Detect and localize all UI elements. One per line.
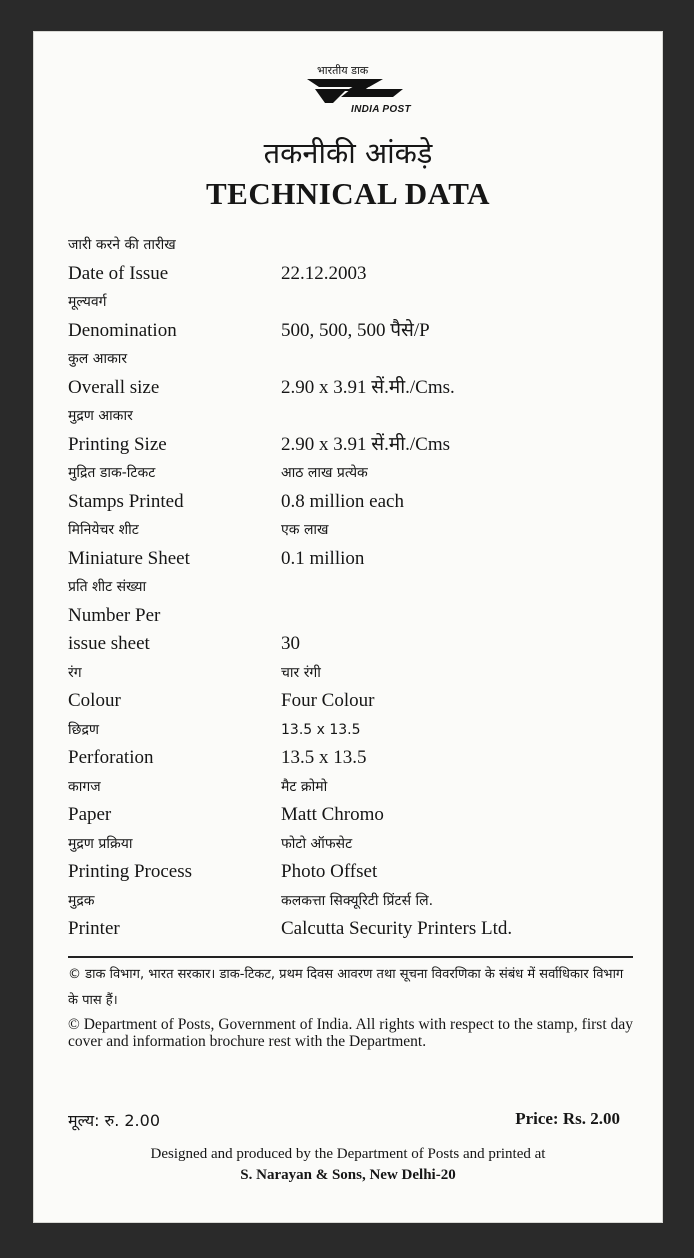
data-row-value: 30 xyxy=(281,633,300,654)
data-row-value: मैट क्रोमो xyxy=(281,778,328,795)
data-row-label: प्रति शीट संख्या xyxy=(68,579,147,595)
data-row xyxy=(68,260,628,289)
data-row xyxy=(68,345,628,374)
data-row xyxy=(68,573,628,602)
technical-data-table xyxy=(68,231,628,944)
data-row xyxy=(68,659,628,688)
data-row-value: 2.90 x 3.91 सें.मी./Cms xyxy=(281,433,451,455)
data-row-label: मुद्रित डाक-टिकट xyxy=(68,465,156,481)
data-row xyxy=(68,773,628,802)
data-row xyxy=(68,630,628,659)
data-row-value: कलकत्ता सिक्यूरिटी प्रिंटर्स लि. xyxy=(281,892,434,909)
data-row-label: मिनियेचर शीट xyxy=(68,522,139,538)
data-row-label: Printer xyxy=(68,918,120,939)
page-title: TECHNICAL DATA xyxy=(205,176,491,211)
data-row-label: मुद्रक xyxy=(68,892,95,909)
data-row xyxy=(68,887,628,916)
data-row-value: 500, 500, 500 पैसे/P xyxy=(281,319,430,341)
data-row-value: 13.5 x 13.5 xyxy=(281,747,367,768)
brochure-sheet xyxy=(33,31,663,1223)
data-row-value: फोटो ऑफसेट xyxy=(281,835,353,852)
data-row-label: रंग xyxy=(68,664,82,681)
data-row xyxy=(68,374,628,403)
data-row xyxy=(68,687,628,716)
data-row-label: मुद्रण आकार xyxy=(68,408,133,424)
data-row-label: Perforation xyxy=(68,747,154,768)
data-row-value: Matt Chromo xyxy=(281,804,384,825)
data-row xyxy=(68,459,628,488)
copyright-english: © Department of Posts, Government of India. All rights with respect to the stamp, first day cover and information brochure rest with the Department. xyxy=(68,1016,633,1050)
data-row-value: एक लाख xyxy=(281,522,329,538)
data-row-value: आठ लाख प्रत्येक xyxy=(281,465,368,481)
copyright-hindi: © डाक विभाग, भारत सरकार। डाक-टिकट, प्रथम दिवस आवरण तथा सूचना विवरणिका के संबंध में सर्वाधिकार विभाग के पास हैं। xyxy=(68,967,624,1008)
india-post-emblem-icon xyxy=(305,75,405,105)
data-row-value: Calcutta Security Printers Ltd. xyxy=(281,918,513,939)
data-row xyxy=(68,830,628,859)
data-row-value: Four Colour xyxy=(281,690,375,711)
data-row-label: कागज xyxy=(68,778,101,795)
data-row-label: Printing Size xyxy=(68,433,167,455)
data-row-value: 13.5 x 13.5 xyxy=(281,721,361,738)
data-row xyxy=(68,744,628,773)
data-row xyxy=(68,231,628,260)
price-hindi: मूल्य: रु. 2.00 xyxy=(68,1111,161,1130)
india-post-logo xyxy=(305,63,415,119)
data-row-label: Colour xyxy=(68,690,121,711)
price-english: Price: Rs. 2.00 xyxy=(515,1109,620,1128)
data-row-value: 0.8 million each xyxy=(281,490,404,512)
data-row-label: छिद्रण xyxy=(68,721,99,738)
data-row xyxy=(68,915,628,944)
data-row-value: चार रंगी xyxy=(281,664,321,681)
data-row-label: कुल आकार xyxy=(68,351,128,367)
footer-credits xyxy=(33,1144,663,1186)
data-row-label: मुद्रण प्रक्रिया xyxy=(68,835,133,852)
data-row-label: जारी करने की तारीख xyxy=(68,237,176,253)
data-row-label: Overall size xyxy=(68,376,160,398)
data-row-label: issue sheet xyxy=(68,633,150,654)
data-row xyxy=(68,516,628,545)
data-row-label: Printing Process xyxy=(68,861,193,882)
data-row xyxy=(68,716,628,745)
data-row xyxy=(68,602,628,631)
data-row xyxy=(68,488,628,517)
footer-line-2: S. Narayan & Sons, New Delhi-20 xyxy=(240,1167,456,1183)
data-row-value: 22.12.2003 xyxy=(281,262,367,284)
data-row xyxy=(68,545,628,574)
divider xyxy=(68,956,633,958)
data-row-value: Photo Offset xyxy=(281,861,378,882)
data-row xyxy=(68,801,628,830)
data-row-label: Date of Issue xyxy=(68,262,169,284)
data-row xyxy=(68,402,628,431)
data-row xyxy=(68,431,628,460)
logo-hindi-text: भारतीय डाक xyxy=(317,64,369,77)
data-row xyxy=(68,317,628,346)
data-row-label: Miniature Sheet xyxy=(68,547,190,569)
data-row-value: 0.1 million xyxy=(281,547,365,569)
data-row-label: मूल्यवर्ग xyxy=(68,294,107,310)
data-row-label: Number Per xyxy=(68,604,161,626)
data-row-label: Denomination xyxy=(68,319,177,341)
data-row-value: 2.90 x 3.91 सें.मी./Cms. xyxy=(281,376,455,398)
data-row xyxy=(68,858,628,887)
data-row-label: Paper xyxy=(68,804,112,825)
logo-english-text: INDIA POST xyxy=(351,104,411,115)
footer-line-1: Designed and produced by the Department of Posts and printed at xyxy=(150,1146,546,1162)
page-title-hindi: तकनीकी आंकड़े xyxy=(263,136,433,170)
data-row xyxy=(68,288,628,317)
data-row-label: Stamps Printed xyxy=(68,490,184,512)
